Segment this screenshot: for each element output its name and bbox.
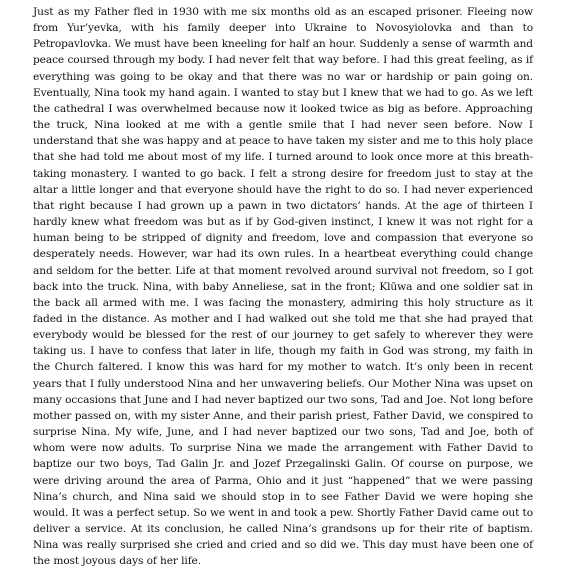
body-paragraph: Just as my Father fled in 1930 with me six months old as an escaped prisoner. Fleeing now from Yur’yevka, with his family deeper into Ukraine to Novosyiolovka and than to Petropavlovka. We must have been kneeling for half an hour. Suddenly a sense of warmth and peace coursed through my body. I had never felt that way before. I had this great feeling, as if everything was going to be okay and that there was no war or hardship or pain going on. Eventually, Nina took my hand again. I wanted to stay but I knew that we had to go. As we left the cathedral I was overwhelmed because now it looked twice as big as before. Approaching the truck, Nina looked at me with a gentle smile that I had never seen before. Now I understand that she was happy and at peace to have taken my sister and me to this holy place that she had told me about most of my life. I turned around to look once more at this breath-taking monastery. I wanted to go back. I felt a strong desire for freedom just to stay at the altar a little longer and that everyone should have the right to do so. I had never experienced that right because I had grown up a pawn in two dictators’ hands. At the age of thirteen I hardly knew what freedom was but as if by God-given instinct, I knew it was not right for a human being to be stripped of dignity and freedom, love and compassion that everyone so desperately needs. However, war had its own rules. In a heartbeat everything could change and seldom for the better. Life at that moment revolved around survival not freedom, so I got back into the truck. Nina, with baby Anneliese, sat in the front; Klūwa and one soldier sat in the back all armed with me. I was facing the monastery, admiring this holy structure as it faded in the distance. As mother and I had walked out she told me that she had prayed that everybody would be blessed for the rest of our journey to get safely to wherever they were taking us. I have to confess that later in life, though my faith in God was strong, my faith in the Church faltered. I know this was hard for my mother to watch. It’s only been in recent years that I fully understood Nina and her unwavering beliefs. Our Mother Nina was upset on many occasions that June and I had never baptized our two sons, Tad and Joe. Not long before mother passed on, with my sister Anne, and their parish priest, Father David, we conspired to surprise Nina. My wife, June, and I had never baptized our two sons, Tad and Joe, both of whom were now adults. To surprise Nina we made the arrangement with Father David to baptize our two boys, Tad Galin Jr. and Jozef Przegalinski Galin. Of course on purpose, we were driving around the area of Parma, Ohio and it just “happened” that we were passing Nina’s church, and Nina said we should stop in to see Father David we were hoping she would. It was a perfect setup. So we went in and took a pew. Shortly Father David came out to deliver a service. At its conclusion, he called Nina’s grandsons up for their rite of baptism. Nina was really surprised she cried and cried and so did we. This day must have been one of the most joyous days of her life. [33, 6, 533, 568]
document-page [33, 4, 533, 568]
